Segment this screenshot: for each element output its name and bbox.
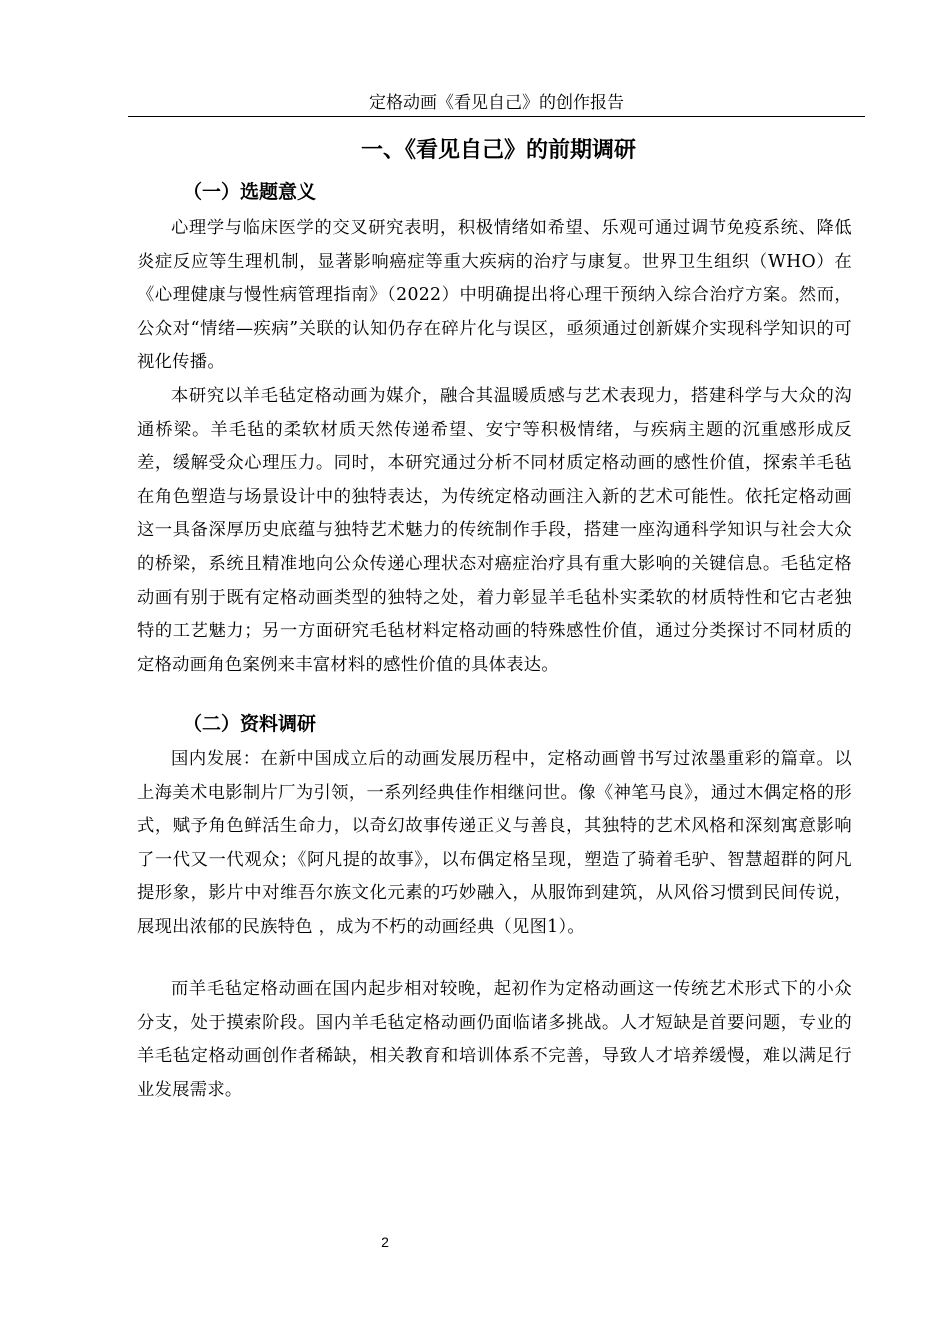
paragraph-topic-significance-2: 本研究以羊毛毡定格动画为媒介，融合其温暖质感与艺术表现力，搭建科学与大众的沟通桥梁。羊毛毡的柔软材质天然传递希望、安宁等积极情绪，与疾病主题的沉重感形成反差，缓解受众心理压力。同时，本研究通过分析不同材质定格动画的感性价值，探索羊毛毡在角色塑造与场景设计中的独特表达，为传统定格动画注入新的艺术可能性。依托定格动画这一具备深厚历史底蕴与独特艺术魅力的传统制作手段，搭建一座沟通科学知识与社会大众的桥梁，系统且精准地向公众传递心理状态对癌症治疗具有重大影响的关键信息。毛毡定格动画有别于既有定格动画类型的独特之处，着力彰显羊毛毡朴实柔软的材质特性和它古老独特的工艺魅力；另一方面研究毛毡材料定格动画的特殊感性价值，通过分类探讨不同材质的定格动画角色案例来丰富材料的感性价值的具体表达。 xyxy=(137,386,852,675)
running-header xyxy=(128,92,865,117)
paragraph-literature-research-2: 而羊毛毡定格动画在国内起步相对较晚，起初作为定格动画这一传统艺术形式下的小众分支，处于摸索阶段。国内羊毛毡定格动画仍面临诸多挑战。人才短缺是首要问题，专业的羊毛毡定格动画创作者稀缺，相关教育和培训体系不完善，导致人才培养缓慢，难以满足行业发展需求。 xyxy=(137,979,852,1100)
paragraph-literature-research-1: 国内发展：在新中国成立后的动画发展历程中，定格动画曾书写过浓墨重彩的篇章。以上海美术电影制片厂为引领，一系列经典佳作相继问世。像《神笔马良》，通过木偶定格的形式，赋予角色鲜活生命力，以奇幻故事传递正义与善良，其独特的艺术风格和深刻寓意影响了一代又一代观众；《阿凡提的故事》，以布偶定格呈现，塑造了骑着毛驴、智慧超群的阿凡提形象，影片中对维吾尔族文化元素的巧妙融入，从服饰到建筑，从风俗习惯到民间传说，展现出浓郁的民族特色 ，成为不朽的动画经典（见图1）。 xyxy=(137,749,852,937)
paragraph-topic-significance-1: 心理学与临床医学的交叉研究表明，积极情绪如希望、乐观可通过调节免疫系统、降低炎症反应等生理机制，显著影响癌症等重大疾病的治疗与康复。世界卫生组织（WHO）在《心理健康与慢性病管理指南》（2022）中明确提出将心理干预纳入综合治疗方案。然而，公众对“情绪—疾病”关联的认知仍存在碎片化与误区，亟须通过创新媒介实现科学知识的可视化传播。 xyxy=(137,218,852,373)
section-heading-topic-significance: （一）选题意义 xyxy=(183,181,317,203)
chapter-title: 一、《看见自己》的前期调研 xyxy=(360,138,636,163)
section-heading-literature-research: （二）资料调研 xyxy=(183,713,317,735)
running-header-title: 定格动画《看见自己》的创作报告 xyxy=(369,93,624,113)
page-number: 2 xyxy=(381,1234,389,1250)
